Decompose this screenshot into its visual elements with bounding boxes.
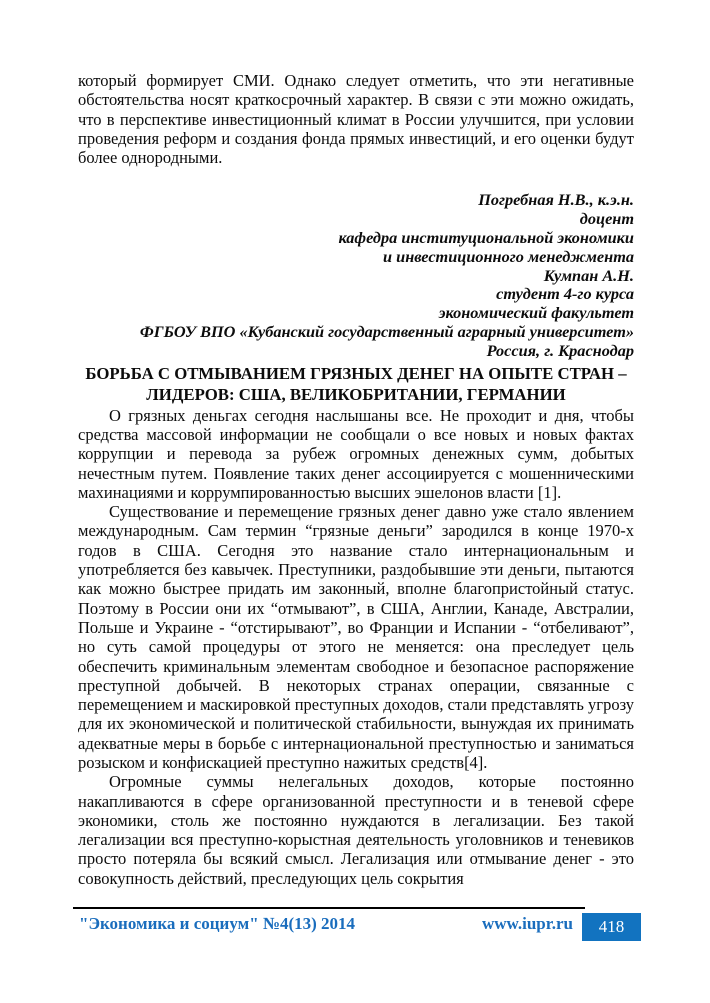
author-department-line1: кафедра институциональной экономики xyxy=(338,228,634,248)
author-name-2: Кумпан А.Н. xyxy=(543,265,634,285)
footer-divider xyxy=(73,907,585,909)
page-number-badge: 418 xyxy=(582,913,641,941)
body-paragraph-3: Огромные суммы нелегальных доходов, которые постоянно накапливаются в сфере организованной преступности и в теневой сфере экономики, столь же постоянно нуждаются в легализации. Без такой легализации вся преступно-корыстная деятельность уголовников и теневиков просто потеряла бы всякий смысл. Легализация или отмывание денег - это совокупность действий, преследующих цель сокрытия xyxy=(78,772,634,888)
author-university: ФГБОУ ВПО «Кубанский государственный аграрный университет» xyxy=(139,322,634,342)
author-faculty: экономический факультет xyxy=(438,303,634,323)
author-degree-1: доцент xyxy=(579,209,634,229)
article-title: БОРЬБА С ОТМЫВАНИЕМ ГРЯЗНЫХ ДЕНЕГ НА ОПЫТЕ СТРАН – ЛИДЕРОВ: США, ВЕЛИКОБРИТАНИИ, ГЕРМАНИИ xyxy=(85,363,627,404)
footer-journal-title: "Экономика и социум" №4(13) 2014 xyxy=(79,914,356,933)
author-location: Россия, г. Краснодар xyxy=(486,340,634,360)
body-paragraph-2: Существование и перемещение грязных денег давно уже стало явлением международным. Сам термин “грязные деньги” зародился в конце 1970-х годов в США. Сегодня это название стало интернациональным и употребляется без кавычек. Преступники, раздобывшие эти деньги, пытаются как можно быстрее придать им законный, вполне благопристойный статус. Поэтому в России они их “отмывают”, в США, Англии, Канаде, Австралии, Польше и Украине - “отстирывают”, во Франции и Испании - “отбеливают”, но суть самой процедуры от этого не меняется: она преследует цель обеспечить криминальным элементам свободное и безопасное распоряжение преступной добычей. В некоторых странах операции, связанные с перемещением и маскировкой преступных доходов, стали представлять угрозу для их экономической и политической стабильности, вынуждая их принимать адекватные меры в борьбе с интернациональной преступностью и заниматься розыском и конфискацией преступно нажитых средств[4]. xyxy=(78,502,634,772)
page-content xyxy=(78,71,634,888)
author-department-line2: и инвестиционного менеджмента xyxy=(383,246,634,266)
body-paragraph-1: О грязных деньгах сегодня наслышаны все. Не проходит и дня, чтобы средства массовой информации не сообщали о все новых и новых фактах коррупции и перевода за рубеж огромных денежных сумм, добытых нечестным путем. Появление таких денег ассоциируется с мошенническими махинациями и коррумпированностью высших эшелонов власти [1]. xyxy=(78,405,634,502)
author-block xyxy=(78,191,634,360)
footer-website-url: www.iupr.ru xyxy=(481,914,573,933)
author-status-2: студент 4-го курса xyxy=(496,284,634,304)
intro-paragraph: который формирует СМИ. Однако следует отметить, что эти негативные обстоятельства носят краткосрочный характер. В связи с эти можно ожидать, что в перспективе инвестиционный климат в России улучшится, при условии проведения реформ и создания фонда прямых инвестиций, и его оценки будут более однородными. xyxy=(78,71,634,168)
author-name-1: Погребная Н.В., к.э.н. xyxy=(478,190,634,210)
